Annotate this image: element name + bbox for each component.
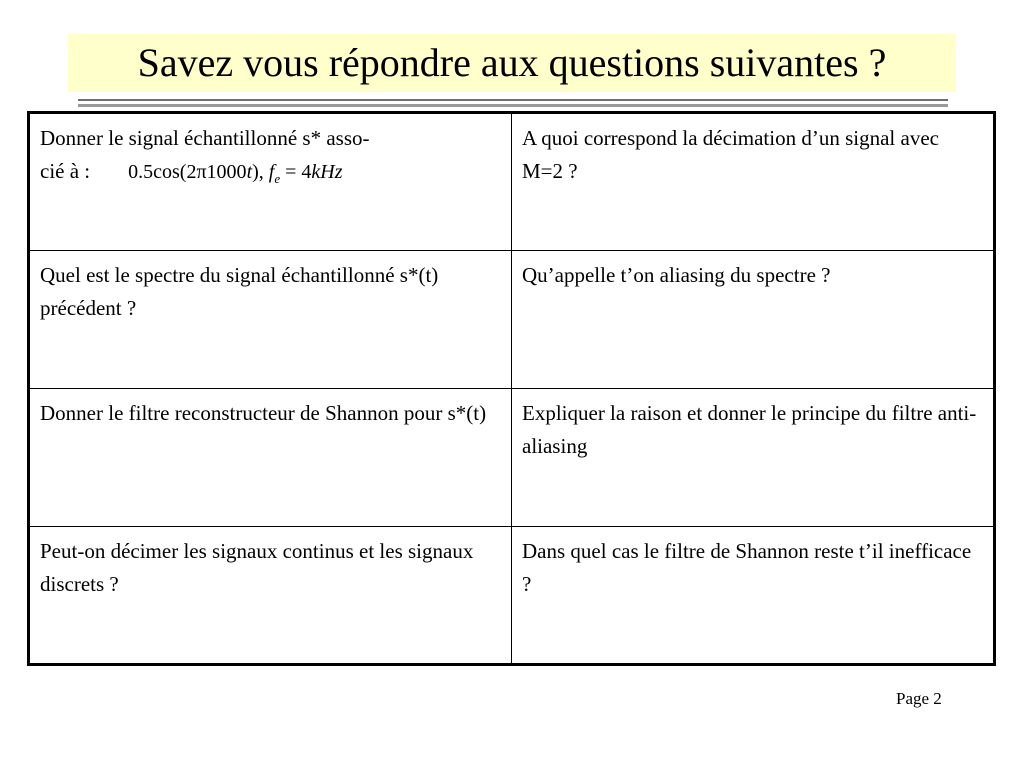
formula-variable: t [246,161,253,183]
formula-expression-end: ), [252,161,269,183]
formula-expression: 0.5cos(2π1000 [128,161,247,183]
slide-title: Savez vous répondre aux questions suivantes ? [137,40,887,85]
sampling-frequency-subscript: e [274,171,281,186]
question-cell-1 [29,113,512,251]
table-row [29,527,995,665]
question-1-line-1: Donner le signal échantillonné s* asso- [40,126,370,150]
question-5-text: Donner le filtre reconstructeur de Shannon pour s*(t) [40,401,487,425]
question-cell-7 [29,527,512,665]
sampling-frequency-unit: kHz [311,161,343,183]
title-underline-top [78,99,948,101]
question-cell-5 [29,389,512,527]
question-cell-8 [512,527,995,665]
sampling-frequency-symbol: f [268,161,275,183]
title-underline-bottom [78,104,948,107]
question-cell-3 [29,251,512,389]
table-row [29,113,995,251]
page-number: Page 2 [896,689,942,708]
questions-table [27,111,996,666]
table-row [29,251,995,389]
title-banner [68,34,956,92]
signal-formula [128,161,343,186]
question-6-text: Expliquer la raison et donner le principe du filtre anti-aliasing [522,401,977,458]
question-1-line-2: cié à : [40,159,91,183]
question-2-text: A quoi correspond la décimation d’un signal avec M=2 ? [522,126,939,183]
question-3-text: Quel est le spectre du signal échantillonné s*(t) précédent ? [40,263,439,320]
question-cell-4 [512,251,995,389]
table-row [29,389,995,527]
sampling-frequency-value: = 4 [280,161,312,183]
question-cell-2 [512,113,995,251]
question-4-text: Qu’appelle t’on aliasing du spectre ? [522,263,831,287]
question-cell-6 [512,389,995,527]
question-8-text: Dans quel cas le filtre de Shannon reste t’il inefficace ? [522,539,972,596]
question-7-text: Peut-on décimer les signaux continus et les signaux discrets ? [40,539,474,596]
